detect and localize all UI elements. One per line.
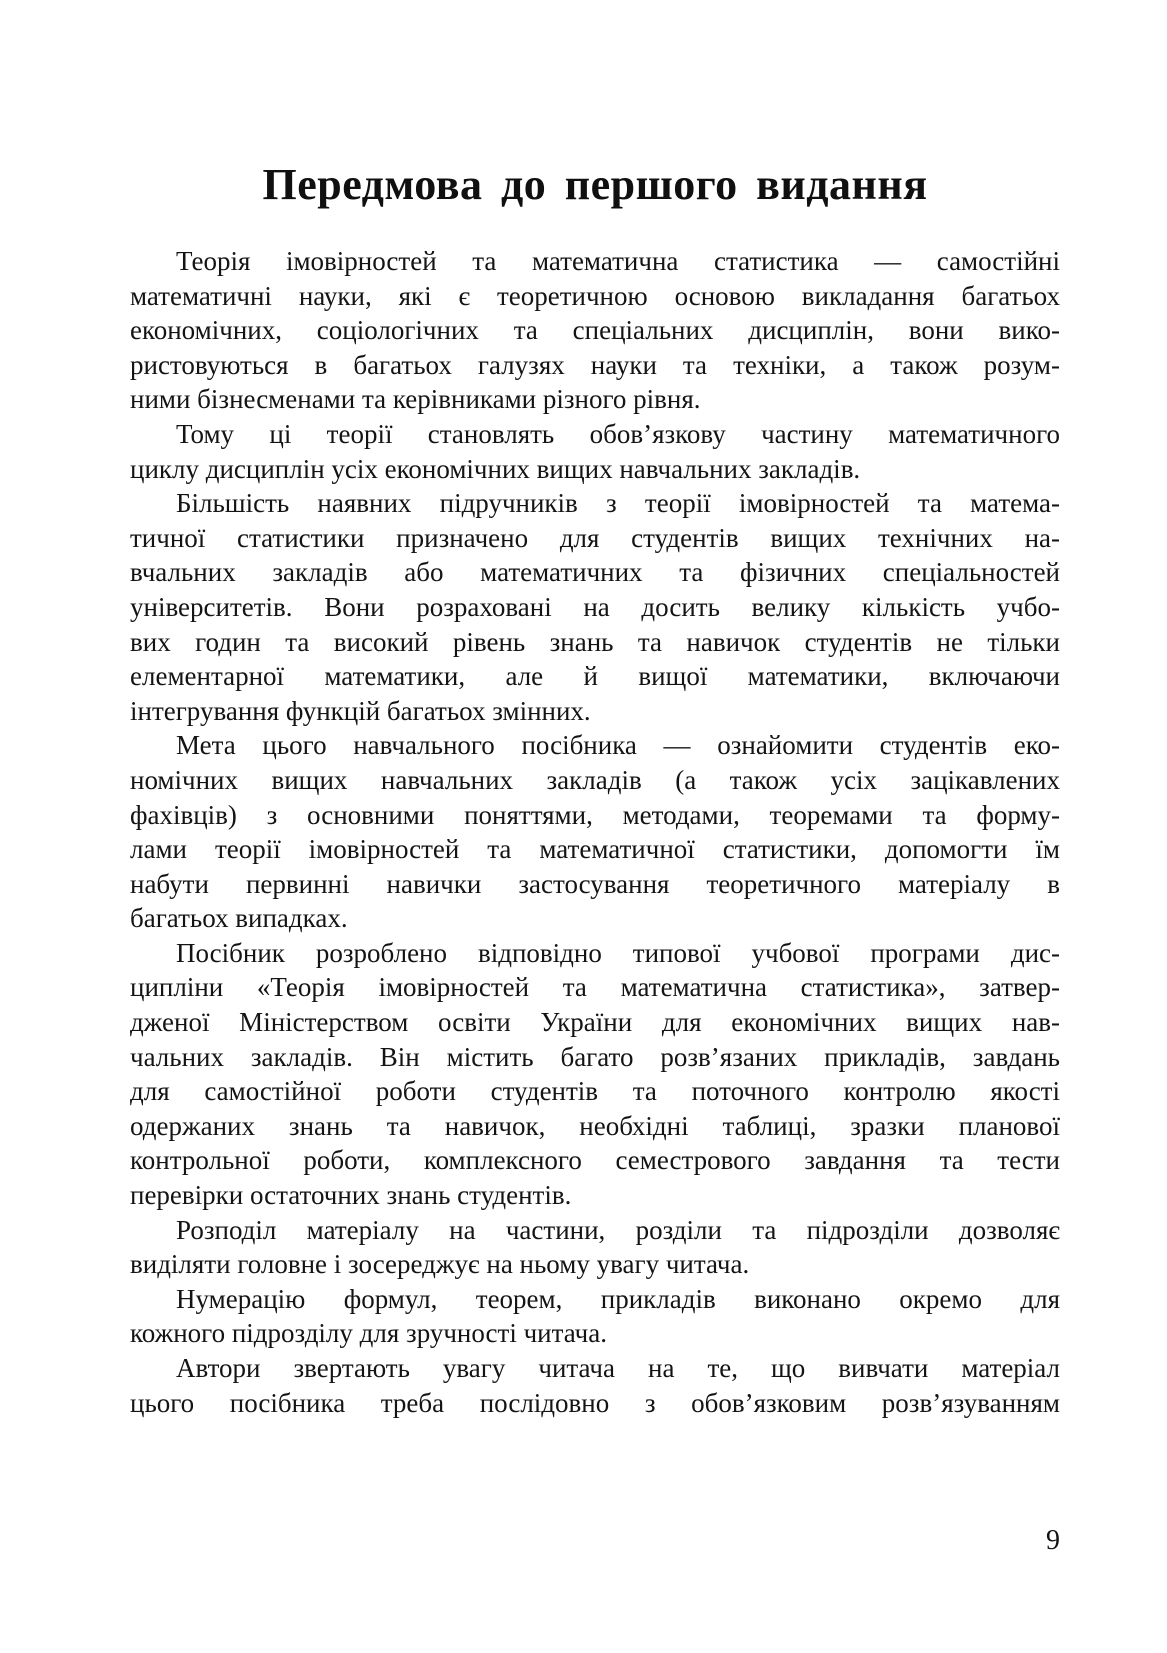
page-number: 9: [1046, 1525, 1060, 1556]
text-line: ристовуються в багатьох галузях науки та техніки, а також розум-: [130, 349, 1060, 380]
text-line: одержаних знань та навичок, необхідні таблиці, зразки планової: [130, 1110, 1060, 1141]
text-line: ципліни «Теорія імовірностей та математична статистика», затвер-: [130, 972, 1060, 1003]
text-line: Посібник розроблено відповідно типової учбової програми дис-: [176, 937, 1060, 968]
text-line: вих годин та високий рівень знань та навичок студентів не тільки: [130, 626, 1060, 657]
text-line: номічних вищих навчальних закладів (а також усіх зацікавлених: [130, 764, 1060, 795]
text-line: чальних закладів. Він містить багато розв’язаних прикладів, завдань: [130, 1041, 1060, 1072]
page-title: Передмова до першого видання: [262, 160, 928, 209]
text-line: кожного підрозділу для зручності читача.: [130, 1318, 607, 1349]
text-line: математичні науки, які є теоретичною основою викладання багатьох: [130, 280, 1060, 311]
text-line: лами теорії імовірностей та математичної статистики, допомогти їм: [130, 834, 1060, 865]
text-line: економічних, соціологічних та спеціальних дисциплін, вони вико-: [130, 315, 1060, 346]
text-line: цього посібника треба послідовно з обов’язковим розв’язуванням: [130, 1387, 1060, 1418]
text-line: Нумерацію формул, теорем, прикладів виконано окремо для: [176, 1283, 1060, 1314]
text-line: циклу дисциплін усіх економічних вищих навчальних закладів.: [130, 453, 861, 484]
text-line: дженої Міністерством освіти України для економічних вищих нав-: [130, 1007, 1060, 1038]
text-line: Теорія імовірностей та математична статистика — самостійні: [176, 246, 1060, 276]
text-line: університетів. Вони розраховані на досить велику кількість учбо-: [130, 591, 1060, 622]
text-line: тичної статистики призначено для студентів вищих технічних на-: [130, 522, 1060, 553]
text-line: багатьох випадках.: [130, 903, 348, 934]
text-line: ними бізнесменами та керівниками різного рівня.: [130, 384, 701, 415]
text-line: інтегрування функцій багатьох змінних.: [130, 695, 591, 726]
text-line: набути первинні навички застосування теоретичного матеріалу в: [130, 868, 1060, 899]
body-text: [130, 244, 1060, 1420]
text-line: виділяти головне і зосереджує на ньому увагу читача.: [130, 1249, 750, 1280]
text-line: вчальних закладів або математичних та фізичних спеціальностей: [130, 557, 1060, 588]
text-line: для самостійної роботи студентів та поточного контролю якості: [130, 1076, 1060, 1107]
text-line: Більшість наявних підручників з теорії імовірностей та матема-: [176, 488, 1060, 519]
text-line: Тому ці теорії становлять обов’язкову частину математичного: [176, 418, 1060, 449]
text-line: елементарної математики, але й вищої математики, включаючи: [130, 661, 1060, 692]
text-line: Автори звертають увагу читача на те, що вивчати матеріал: [176, 1353, 1060, 1383]
text-line: фахівців) з основними поняттями, методами, теоремами та форму-: [130, 799, 1060, 830]
text-line: перевірки остаточних знань студентів.: [130, 1180, 572, 1211]
page-content: [130, 160, 1060, 1420]
text-line: контрольної роботи, комплексного семестрового завдання та тести: [130, 1145, 1060, 1176]
text-line: Розподіл матеріалу на частини, розділи та підрозділи дозволяє: [176, 1214, 1060, 1245]
text-line: Мета цього навчального посібника — ознайомити студентів еко-: [176, 730, 1060, 761]
